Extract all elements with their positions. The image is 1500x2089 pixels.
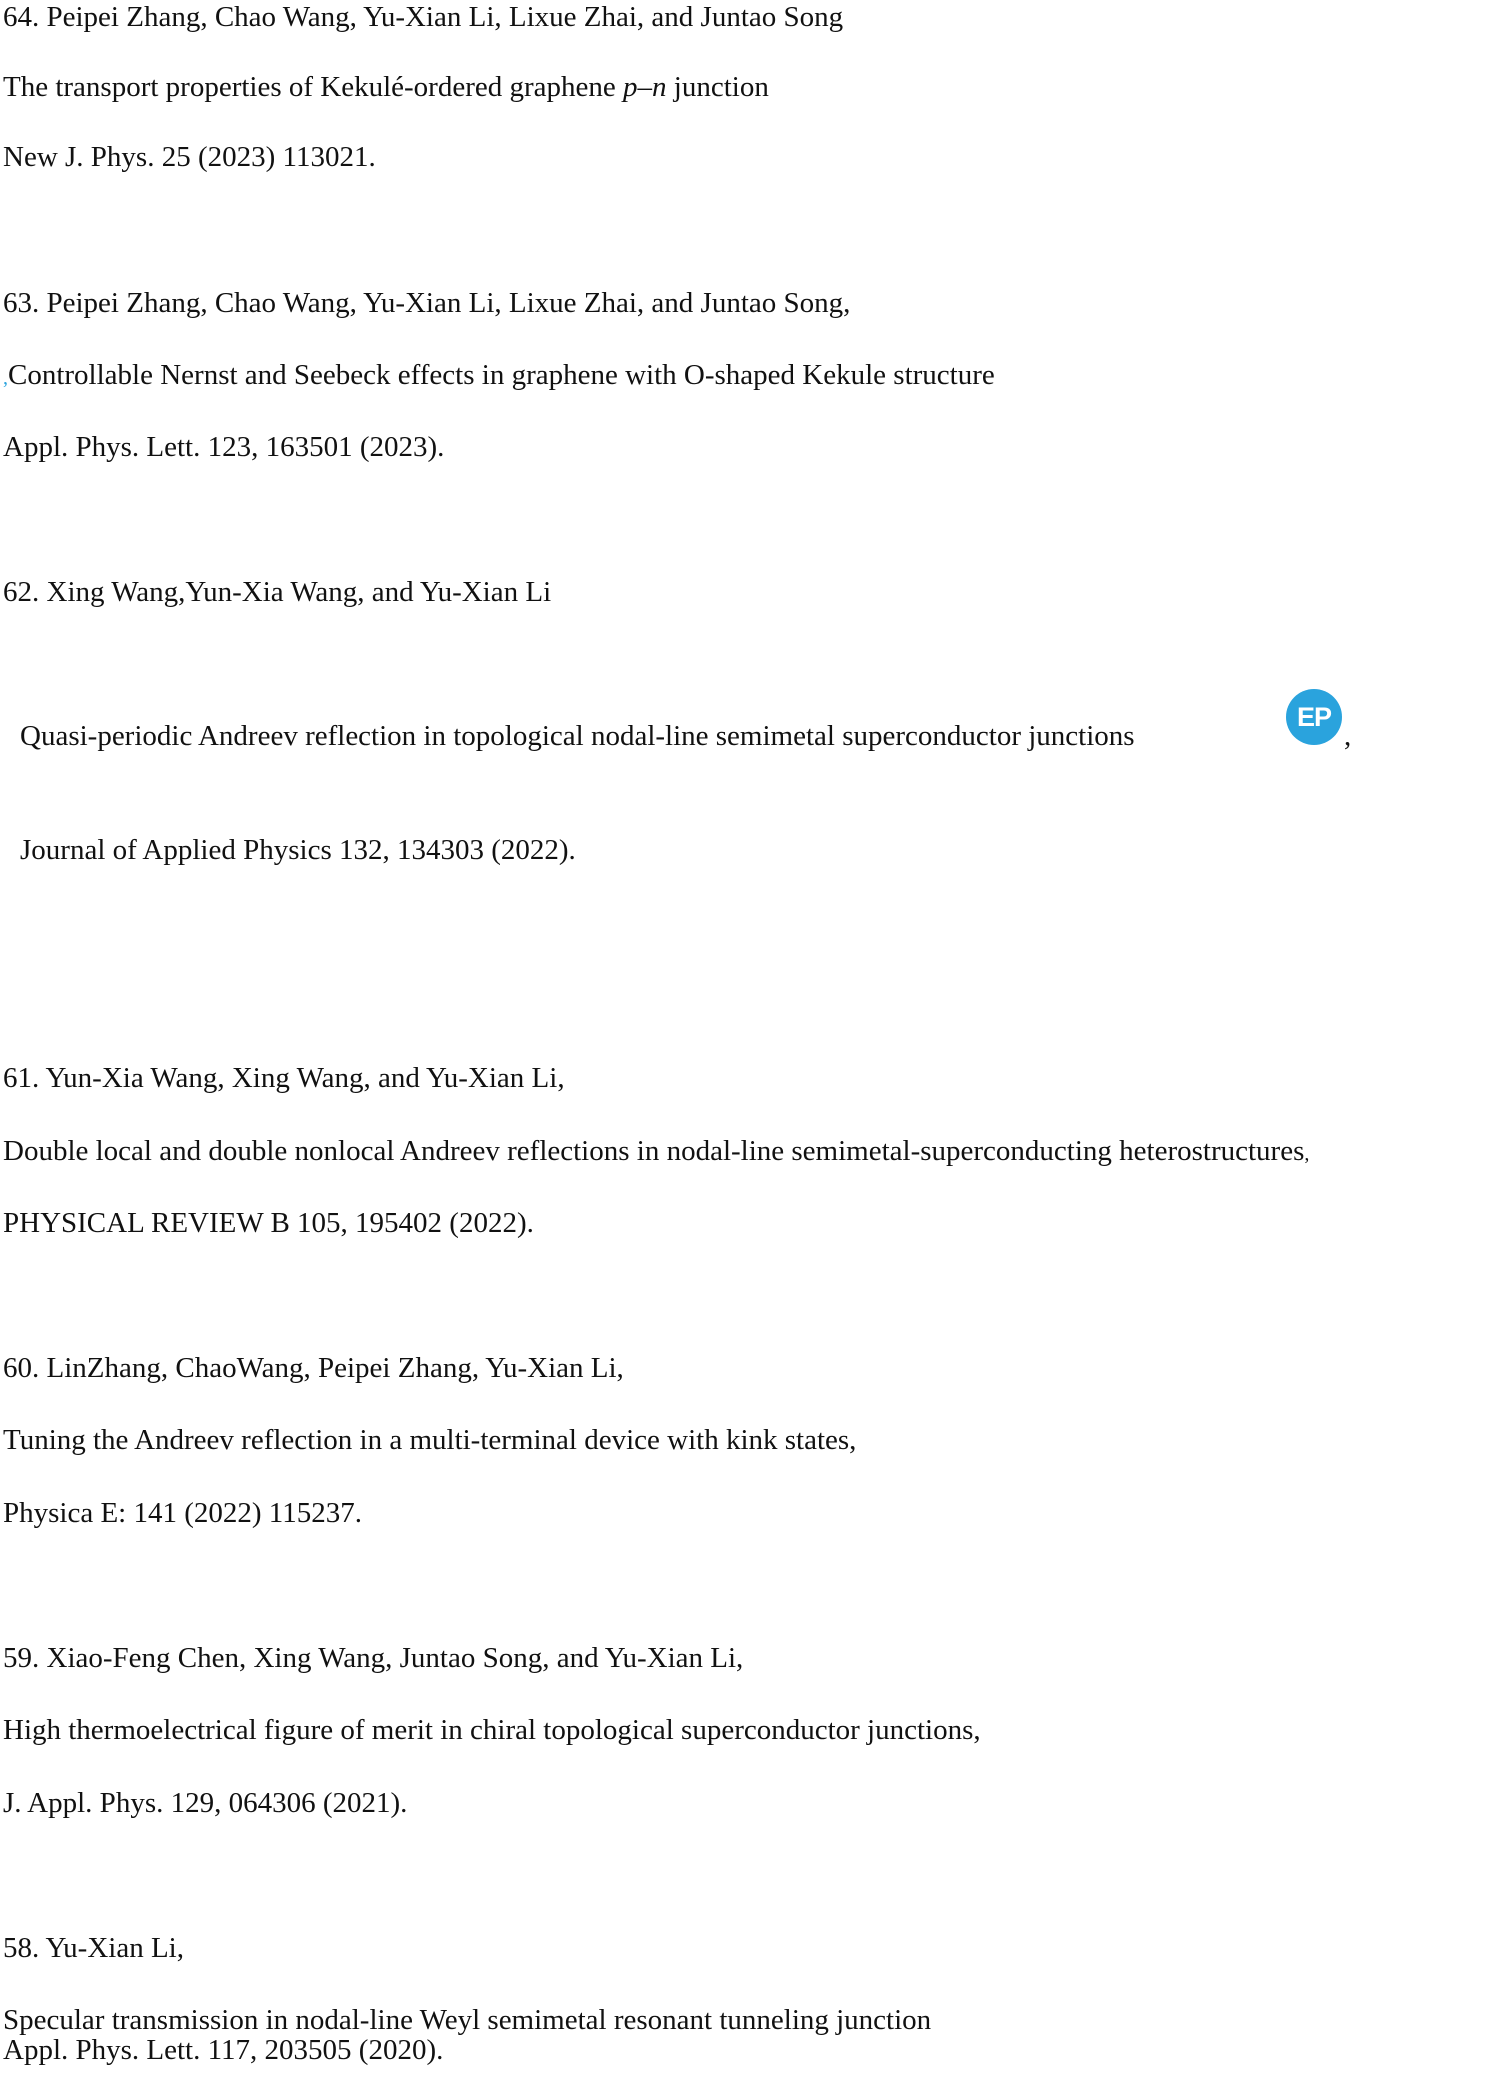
entry-60-authors [3, 1351, 624, 1385]
title-dash: – [637, 71, 653, 103]
entry-58-journal: Appl. Phys. Lett. 117, 203505 (2020). [3, 2034, 444, 2066]
entry-63-authors [3, 286, 850, 320]
entry-61-authors [3, 1061, 565, 1095]
title-text: The transport properties of Kekulé-ordered graphene [3, 71, 624, 103]
entry-59-authors [3, 1641, 743, 1675]
title-text-end: junction [666, 71, 769, 103]
author-list: Peipei Zhang, Chao Wang, Yu-Xian Li, Lixue Zhai, and Juntao Song, [46, 287, 851, 319]
entry-61-title [3, 1134, 1309, 1171]
entry-64-title [3, 70, 769, 104]
title-text: Controllable Nernst and Seebeck effects in graphene with O-shaped Kekule structure [8, 359, 995, 391]
entry-64-journal: New J. Phys. 25 (2023) 113021. [3, 141, 376, 173]
entry-number: 61. [3, 1062, 40, 1094]
entry-63-journal: Appl. Phys. Lett. 123, 163501 (2023). [3, 431, 445, 463]
title-italic-n: n [652, 71, 667, 103]
entry-62-authors [3, 575, 551, 609]
author-list: Yun-Xia Wang, Xing Wang, and Yu-Xian Li, [45, 1062, 565, 1094]
author-list: Xiao-Feng Chen, Xing Wang, Juntao Song, and Yu-Xian Li, [46, 1642, 744, 1674]
entry-61-journal: PHYSICAL REVIEW B 105, 195402 (2022). [3, 1207, 534, 1239]
title-italic-p: p [623, 71, 638, 103]
stray-mark: , [3, 367, 8, 389]
author-list: Yu-Xian Li, [45, 1932, 184, 1964]
entry-64-authors [3, 0, 843, 34]
entry-number: 59. [3, 1642, 40, 1674]
title-text: Double local and double nonlocal Andreev reflections in nodal-line semimetal-superconducting heterostructures [3, 1135, 1305, 1167]
ep-badge-icon[interactable]: EP [1286, 689, 1342, 745]
entry-62-title: Quasi-periodic Andreev reflection in topological nodal-line semimetal superconductor junctions [20, 720, 1135, 752]
entry-number: 60. [3, 1352, 40, 1384]
title-suffix: , [1304, 1143, 1310, 1165]
author-list: LinZhang, ChaoWang, Peipei Zhang, Yu-Xian Li, [46, 1352, 624, 1384]
entry-58-authors [3, 1931, 184, 1965]
author-list: Xing Wang,Yun-Xia Wang, and Yu-Xian Li [46, 576, 552, 608]
entry-number: 63. [3, 287, 40, 319]
entry-number: 64. [3, 1, 40, 33]
entry-60-title: Tuning the Andreev reflection in a multi-terminal device with kink states, [3, 1424, 857, 1456]
title-suffix: , [1344, 720, 1352, 752]
entry-59-title: High thermoelectrical figure of merit in chiral topological superconductor junctions, [3, 1714, 981, 1746]
author-list: Peipei Zhang, Chao Wang, Yu-Xian Li, Lixue Zhai, and Juntao Song [46, 1, 844, 33]
entry-60-journal: Physica E: 141 (2022) 115237. [3, 1497, 362, 1529]
entry-63-title [3, 358, 995, 395]
entry-62-journal: Journal of Applied Physics 132, 134303 (2022). [20, 834, 576, 866]
entry-number: 58. [3, 1932, 40, 1964]
entry-59-journal: J. Appl. Phys. 129, 064306 (2021). [3, 1787, 408, 1819]
entry-number: 62. [3, 576, 40, 608]
entry-58-title: Specular transmission in nodal-line Weyl semimetal resonant tunneling junction [3, 2004, 932, 2036]
